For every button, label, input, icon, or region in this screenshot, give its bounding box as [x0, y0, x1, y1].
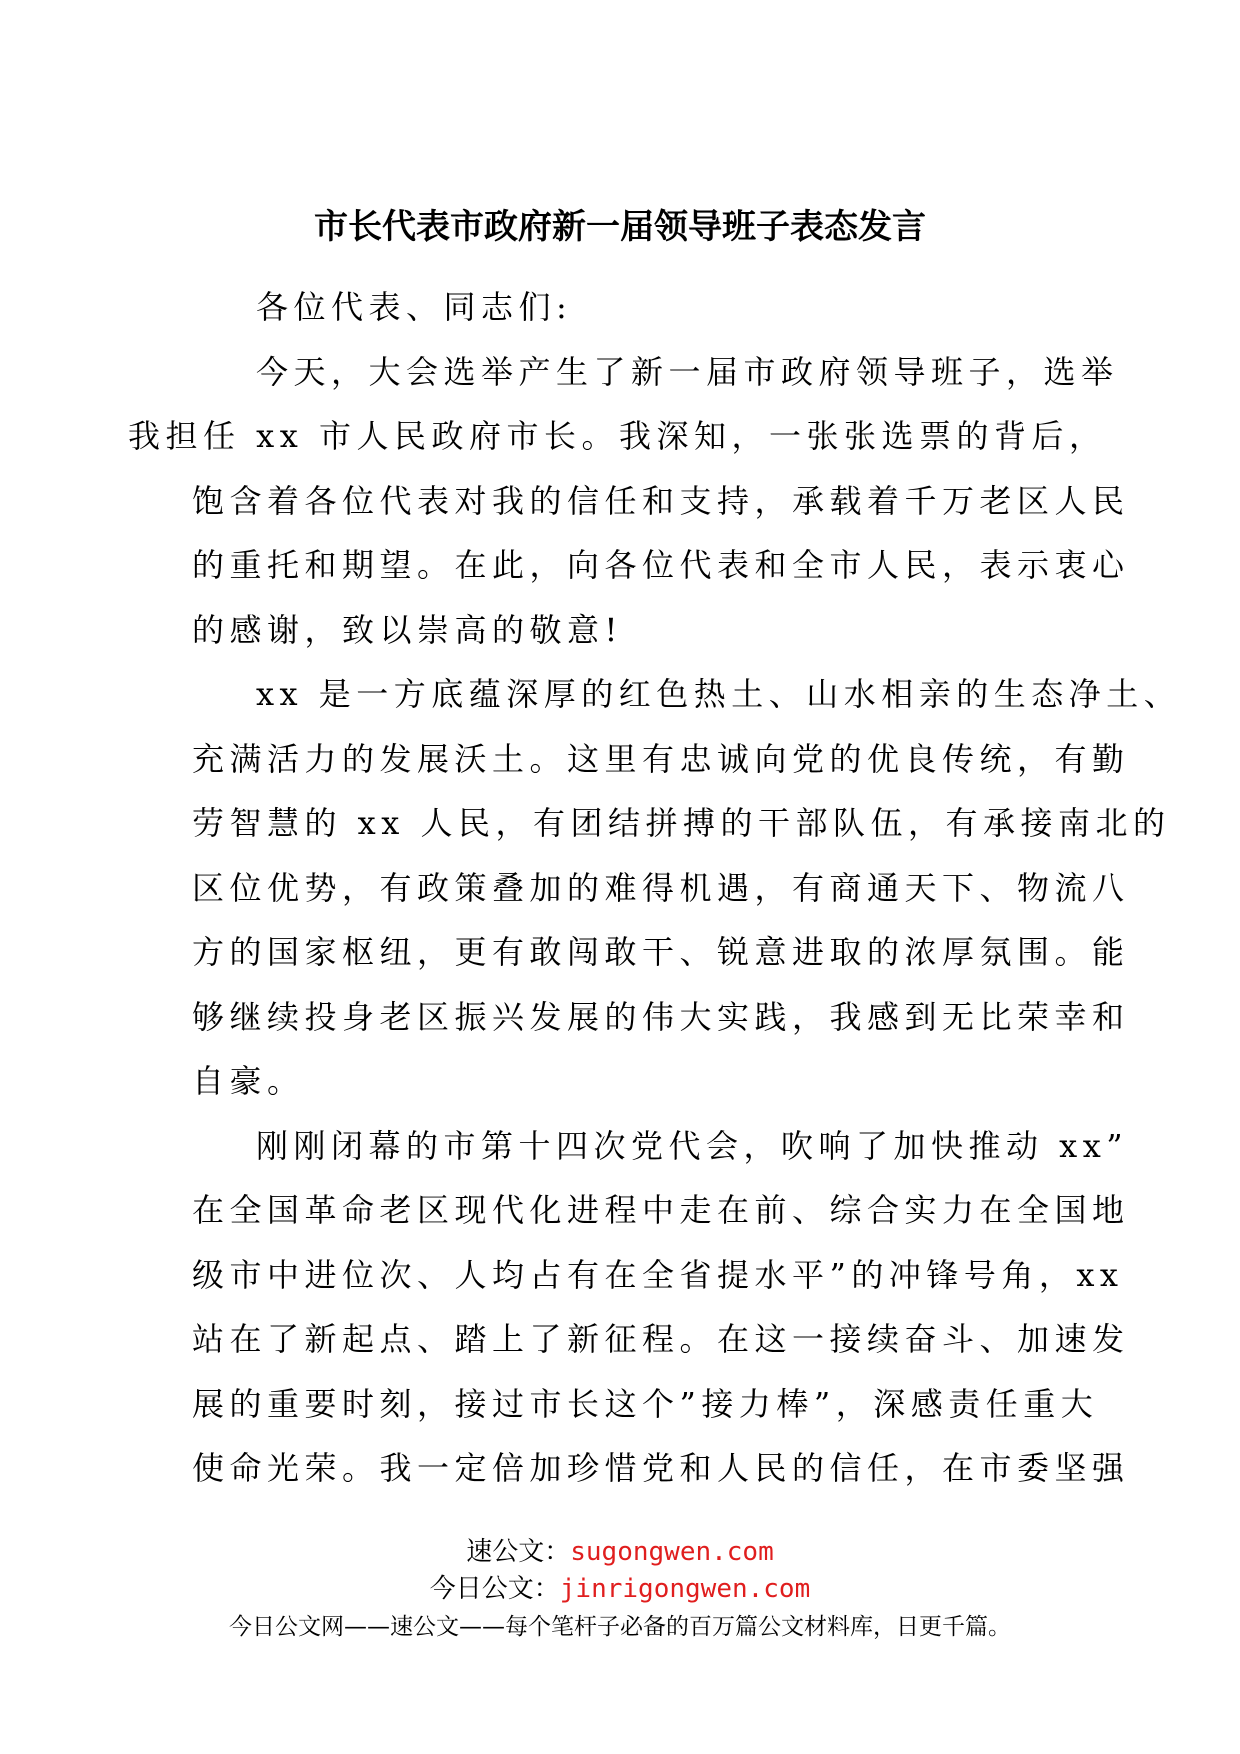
text-line: 充满活力的发展沃土。这里有忠诚向党的优良传统，有勤: [192, 739, 1130, 778]
text-line: 的感谢，致以崇高的敬意!: [192, 610, 623, 649]
text-line: 方的国家枢纽，更有敢闯敢干、锐意进取的浓厚氛围。能: [192, 933, 1130, 971]
footer-label-sugongwen: 速公文：: [466, 1537, 571, 1567]
text-line: 饱含着各位代表对我的信任和支持，承载着千万老区人民: [192, 481, 1130, 520]
footer-sugongwen: [0, 1535, 1240, 1569]
paragraph-1: [128, 340, 1130, 663]
text-line: 在全国革命老区现代化进程中走在前、综合实力在全国地: [192, 1191, 1130, 1229]
paragraph-2: [192, 662, 1182, 1114]
jinrigongwen-link[interactable]: jinrigongwen.com: [559, 1574, 811, 1604]
text-line: 的重托和期望。在此，向各位代表和全市人民，表示衷心: [192, 546, 1130, 584]
text-line: 劳智慧的 xx 人民，有团结拼搏的干部队伍，有承接南北的: [192, 804, 1171, 842]
text-line: 使命光荣。我一定倍加珍惜党和人民的信任，在市委坚强: [192, 1449, 1130, 1487]
text-line: 够继续投身老区振兴发展的伟大实践，我感到无比荣幸和: [192, 997, 1130, 1036]
paragraph-3: [192, 1114, 1130, 1501]
text-line: 我担任 xx 市人民政府市长。我深知，一张张选票的背后，: [128, 417, 1107, 455]
text-line: 站在了新起点、踏上了新征程。在这一接续奋斗、加速发: [192, 1320, 1130, 1358]
greeting: 各位代表、同志们:: [256, 288, 573, 326]
text-line: 刚刚闭幕的市第十四次党代会，吹响了加快推动 xx”: [256, 1126, 1129, 1165]
sugongwen-link[interactable]: sugongwen.com: [570, 1537, 774, 1567]
footer-jinrigongwen: [0, 1572, 1240, 1606]
text-line: 区位优势，有政策叠加的难得机遇，有商通天下、物流八: [192, 868, 1130, 907]
document-title: 市长代表市政府新一届领导班子表态发言: [314, 207, 926, 247]
footer-label-jinrigongwen: 今日公文：: [429, 1574, 560, 1604]
text-line: 自豪。: [192, 1062, 305, 1100]
text-line: xx 是一方底蕴深厚的红色热土、山水相亲的生态净土、: [256, 675, 1182, 713]
text-line: 今天，大会选举产生了新一届市政府领导班子，选举: [256, 352, 1119, 391]
text-line: 级市中进位次、人均占有在全省提水平”的冲锋号角，xx: [192, 1255, 1124, 1294]
text-line: 展的重要时刻，接过市长这个”接力棒”，深感责任重大: [192, 1384, 1099, 1423]
document-body: [128, 275, 1182, 1501]
footer-tagline: 今日公文网——速公文——每个笔杆子必备的百万篇公文材料库，日更千篇。: [229, 1614, 1011, 1640]
